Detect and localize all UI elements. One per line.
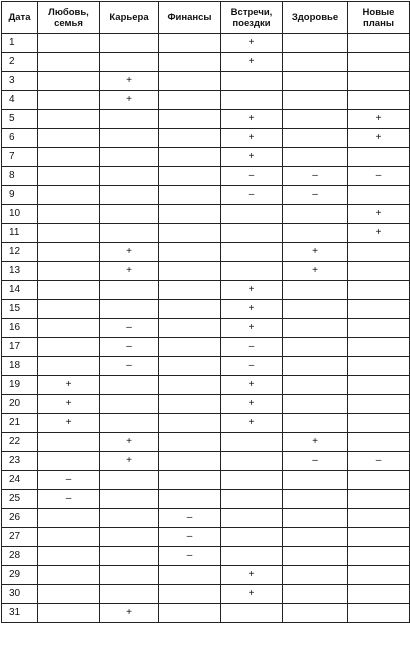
- cell-finance: [159, 262, 221, 281]
- table-row: [2, 452, 410, 471]
- cell-career: [100, 281, 159, 300]
- cell-health: [283, 53, 348, 72]
- cell-career: +: [100, 72, 159, 91]
- cell-finance: [159, 110, 221, 129]
- cell-finance: [159, 338, 221, 357]
- cell-love-family: [38, 129, 100, 148]
- cell-new-plans: [348, 471, 410, 490]
- table-row: [2, 186, 410, 205]
- cell-love-family: [38, 110, 100, 129]
- cell-health: [283, 281, 348, 300]
- cell-health: [283, 129, 348, 148]
- cell-new-plans: +: [348, 205, 410, 224]
- cell-career: –: [100, 357, 159, 376]
- cell-love-family: [38, 452, 100, 471]
- header-row: [2, 2, 410, 34]
- table-row: [2, 53, 410, 72]
- cell-love-family: [38, 528, 100, 547]
- cell-health: [283, 319, 348, 338]
- cell-new-plans: [348, 53, 410, 72]
- cell-new-plans: [348, 509, 410, 528]
- cell-finance: [159, 72, 221, 91]
- cell-new-plans: [348, 91, 410, 110]
- header-health: Здоровье: [283, 2, 348, 34]
- calendar-table: [1, 1, 410, 623]
- date-cell: 20: [2, 395, 38, 414]
- cell-love-family: [38, 243, 100, 262]
- cell-health: [283, 547, 348, 566]
- cell-health: [283, 395, 348, 414]
- cell-finance: [159, 585, 221, 604]
- cell-love-family: [38, 91, 100, 110]
- table-header: [2, 2, 410, 34]
- cell-love-family: [38, 186, 100, 205]
- cell-finance: [159, 376, 221, 395]
- date-cell: 3: [2, 72, 38, 91]
- date-cell: 25: [2, 490, 38, 509]
- table-body: [2, 34, 410, 623]
- header-date: Дата: [2, 2, 38, 34]
- cell-health: [283, 91, 348, 110]
- cell-finance: [159, 186, 221, 205]
- table-row: [2, 547, 410, 566]
- cell-finance: [159, 243, 221, 262]
- date-cell: 12: [2, 243, 38, 262]
- cell-finance: [159, 167, 221, 186]
- cell-finance: [159, 224, 221, 243]
- cell-new-plans: [348, 34, 410, 53]
- cell-meetings-trips: [221, 547, 283, 566]
- cell-career: [100, 395, 159, 414]
- cell-love-family: [38, 262, 100, 281]
- table-row: [2, 34, 410, 53]
- cell-career: –: [100, 319, 159, 338]
- date-cell: 27: [2, 528, 38, 547]
- cell-finance: [159, 148, 221, 167]
- cell-finance: [159, 357, 221, 376]
- cell-meetings-trips: [221, 471, 283, 490]
- table-row: [2, 224, 410, 243]
- cell-meetings-trips: [221, 205, 283, 224]
- cell-meetings-trips: +: [221, 319, 283, 338]
- cell-health: [283, 566, 348, 585]
- cell-meetings-trips: +: [221, 585, 283, 604]
- cell-health: –: [283, 452, 348, 471]
- cell-love-family: [38, 566, 100, 585]
- cell-career: [100, 547, 159, 566]
- cell-meetings-trips: [221, 224, 283, 243]
- cell-finance: [159, 91, 221, 110]
- table-row: [2, 243, 410, 262]
- cell-meetings-trips: +: [221, 414, 283, 433]
- cell-meetings-trips: [221, 528, 283, 547]
- cell-new-plans: [348, 433, 410, 452]
- cell-love-family: [38, 281, 100, 300]
- cell-new-plans: [348, 414, 410, 433]
- cell-meetings-trips: +: [221, 110, 283, 129]
- header-meetings-trips: Встречи, поездки: [221, 2, 283, 34]
- cell-career: [100, 509, 159, 528]
- cell-love-family: [38, 585, 100, 604]
- cell-love-family: [38, 509, 100, 528]
- cell-love-family: +: [38, 376, 100, 395]
- cell-health: [283, 376, 348, 395]
- date-cell: 16: [2, 319, 38, 338]
- cell-health: +: [283, 262, 348, 281]
- cell-health: [283, 110, 348, 129]
- date-cell: 7: [2, 148, 38, 167]
- cell-career: [100, 414, 159, 433]
- table-row: [2, 376, 410, 395]
- cell-love-family: [38, 72, 100, 91]
- cell-career: [100, 148, 159, 167]
- cell-love-family: [38, 224, 100, 243]
- cell-career: [100, 34, 159, 53]
- cell-new-plans: [348, 585, 410, 604]
- cell-meetings-trips: [221, 509, 283, 528]
- cell-meetings-trips: +: [221, 376, 283, 395]
- cell-career: +: [100, 433, 159, 452]
- cell-meetings-trips: –: [221, 167, 283, 186]
- cell-career: [100, 205, 159, 224]
- cell-new-plans: [348, 376, 410, 395]
- cell-health: [283, 205, 348, 224]
- header-love-family: Любовь, семья: [38, 2, 100, 34]
- table-row: [2, 148, 410, 167]
- cell-health: [283, 490, 348, 509]
- cell-finance: –: [159, 509, 221, 528]
- table-row: [2, 490, 410, 509]
- cell-finance: [159, 205, 221, 224]
- cell-finance: [159, 129, 221, 148]
- cell-new-plans: [348, 300, 410, 319]
- cell-finance: [159, 490, 221, 509]
- cell-new-plans: [348, 604, 410, 623]
- date-cell: 30: [2, 585, 38, 604]
- date-cell: 2: [2, 53, 38, 72]
- cell-finance: [159, 471, 221, 490]
- cell-meetings-trips: [221, 262, 283, 281]
- cell-love-family: [38, 319, 100, 338]
- cell-love-family: [38, 53, 100, 72]
- date-cell: 13: [2, 262, 38, 281]
- cell-health: [283, 471, 348, 490]
- cell-new-plans: [348, 528, 410, 547]
- date-cell: 23: [2, 452, 38, 471]
- cell-meetings-trips: [221, 490, 283, 509]
- cell-love-family: [38, 338, 100, 357]
- cell-meetings-trips: –: [221, 186, 283, 205]
- cell-meetings-trips: +: [221, 148, 283, 167]
- cell-new-plans: [348, 566, 410, 585]
- date-cell: 11: [2, 224, 38, 243]
- cell-meetings-trips: [221, 604, 283, 623]
- cell-career: –: [100, 338, 159, 357]
- cell-career: +: [100, 452, 159, 471]
- cell-meetings-trips: +: [221, 395, 283, 414]
- cell-love-family: [38, 300, 100, 319]
- cell-health: [283, 224, 348, 243]
- table-row: [2, 433, 410, 452]
- header-new-plans: Новые планы: [348, 2, 410, 34]
- cell-career: +: [100, 243, 159, 262]
- table-row: [2, 471, 410, 490]
- cell-health: [283, 72, 348, 91]
- cell-love-family: [38, 433, 100, 452]
- date-cell: 6: [2, 129, 38, 148]
- table-row: [2, 300, 410, 319]
- cell-finance: [159, 452, 221, 471]
- table-row: [2, 566, 410, 585]
- date-cell: 26: [2, 509, 38, 528]
- table-row: [2, 528, 410, 547]
- cell-health: [283, 300, 348, 319]
- date-cell: 18: [2, 357, 38, 376]
- cell-love-family: [38, 167, 100, 186]
- cell-love-family: [38, 205, 100, 224]
- cell-new-plans: [348, 338, 410, 357]
- date-cell: 19: [2, 376, 38, 395]
- cell-new-plans: [348, 490, 410, 509]
- cell-meetings-trips: +: [221, 300, 283, 319]
- cell-health: [283, 414, 348, 433]
- cell-love-family: –: [38, 471, 100, 490]
- cell-love-family: [38, 148, 100, 167]
- cell-love-family: +: [38, 395, 100, 414]
- cell-love-family: +: [38, 414, 100, 433]
- cell-career: +: [100, 604, 159, 623]
- cell-new-plans: [348, 319, 410, 338]
- cell-new-plans: –: [348, 167, 410, 186]
- cell-love-family: [38, 604, 100, 623]
- cell-career: [100, 528, 159, 547]
- cell-career: [100, 376, 159, 395]
- cell-new-plans: [348, 395, 410, 414]
- cell-health: –: [283, 186, 348, 205]
- date-cell: 15: [2, 300, 38, 319]
- table-row: [2, 281, 410, 300]
- cell-meetings-trips: –: [221, 338, 283, 357]
- cell-finance: [159, 566, 221, 585]
- cell-finance: –: [159, 547, 221, 566]
- cell-new-plans: +: [348, 110, 410, 129]
- cell-new-plans: +: [348, 129, 410, 148]
- cell-meetings-trips: [221, 433, 283, 452]
- cell-new-plans: [348, 281, 410, 300]
- cell-new-plans: [348, 243, 410, 262]
- cell-health: [283, 148, 348, 167]
- cell-finance: [159, 53, 221, 72]
- cell-health: [283, 509, 348, 528]
- date-cell: 10: [2, 205, 38, 224]
- cell-career: [100, 167, 159, 186]
- date-cell: 17: [2, 338, 38, 357]
- date-cell: 14: [2, 281, 38, 300]
- cell-new-plans: [348, 357, 410, 376]
- cell-love-family: [38, 357, 100, 376]
- date-cell: 8: [2, 167, 38, 186]
- cell-meetings-trips: +: [221, 281, 283, 300]
- cell-career: [100, 471, 159, 490]
- cell-health: [283, 585, 348, 604]
- cell-meetings-trips: [221, 72, 283, 91]
- cell-love-family: [38, 547, 100, 566]
- cell-health: [283, 604, 348, 623]
- cell-career: [100, 53, 159, 72]
- cell-health: –: [283, 167, 348, 186]
- cell-new-plans: –: [348, 452, 410, 471]
- cell-finance: [159, 319, 221, 338]
- cell-career: +: [100, 91, 159, 110]
- cell-new-plans: [348, 186, 410, 205]
- cell-finance: [159, 34, 221, 53]
- table-row: [2, 338, 410, 357]
- table-row: [2, 91, 410, 110]
- date-cell: 4: [2, 91, 38, 110]
- date-cell: 5: [2, 110, 38, 129]
- cell-career: [100, 300, 159, 319]
- date-cell: 24: [2, 471, 38, 490]
- cell-career: [100, 566, 159, 585]
- table-row: [2, 509, 410, 528]
- cell-career: [100, 585, 159, 604]
- cell-meetings-trips: +: [221, 566, 283, 585]
- cell-new-plans: [348, 547, 410, 566]
- cell-health: +: [283, 243, 348, 262]
- cell-love-family: –: [38, 490, 100, 509]
- cell-meetings-trips: –: [221, 357, 283, 376]
- cell-career: +: [100, 262, 159, 281]
- table-row: [2, 167, 410, 186]
- table-row: [2, 414, 410, 433]
- cell-career: [100, 129, 159, 148]
- cell-finance: [159, 604, 221, 623]
- table-row: [2, 319, 410, 338]
- cell-new-plans: +: [348, 224, 410, 243]
- cell-career: [100, 110, 159, 129]
- date-cell: 1: [2, 34, 38, 53]
- cell-finance: [159, 414, 221, 433]
- cell-meetings-trips: [221, 452, 283, 471]
- cell-meetings-trips: [221, 91, 283, 110]
- cell-meetings-trips: +: [221, 129, 283, 148]
- cell-health: [283, 34, 348, 53]
- table-row: [2, 585, 410, 604]
- cell-meetings-trips: +: [221, 53, 283, 72]
- date-cell: 21: [2, 414, 38, 433]
- cell-health: [283, 528, 348, 547]
- table-row: [2, 72, 410, 91]
- cell-new-plans: [348, 72, 410, 91]
- cell-finance: [159, 433, 221, 452]
- table-row: [2, 357, 410, 376]
- cell-career: [100, 224, 159, 243]
- cell-meetings-trips: +: [221, 34, 283, 53]
- table-row: [2, 205, 410, 224]
- table-row: [2, 129, 410, 148]
- cell-new-plans: [348, 148, 410, 167]
- table-row: [2, 395, 410, 414]
- cell-career: [100, 186, 159, 205]
- cell-finance: [159, 281, 221, 300]
- cell-career: [100, 490, 159, 509]
- cell-finance: [159, 395, 221, 414]
- cell-meetings-trips: [221, 243, 283, 262]
- cell-new-plans: [348, 262, 410, 281]
- header-finance: Финансы: [159, 2, 221, 34]
- date-cell: 9: [2, 186, 38, 205]
- date-cell: 31: [2, 604, 38, 623]
- date-cell: 22: [2, 433, 38, 452]
- table-row: [2, 604, 410, 623]
- cell-finance: –: [159, 528, 221, 547]
- cell-finance: [159, 300, 221, 319]
- cell-health: [283, 338, 348, 357]
- cell-love-family: [38, 34, 100, 53]
- date-cell: 29: [2, 566, 38, 585]
- header-career: Карьера: [100, 2, 159, 34]
- table-row: [2, 262, 410, 281]
- cell-health: +: [283, 433, 348, 452]
- table-row: [2, 110, 410, 129]
- cell-health: [283, 357, 348, 376]
- date-cell: 28: [2, 547, 38, 566]
